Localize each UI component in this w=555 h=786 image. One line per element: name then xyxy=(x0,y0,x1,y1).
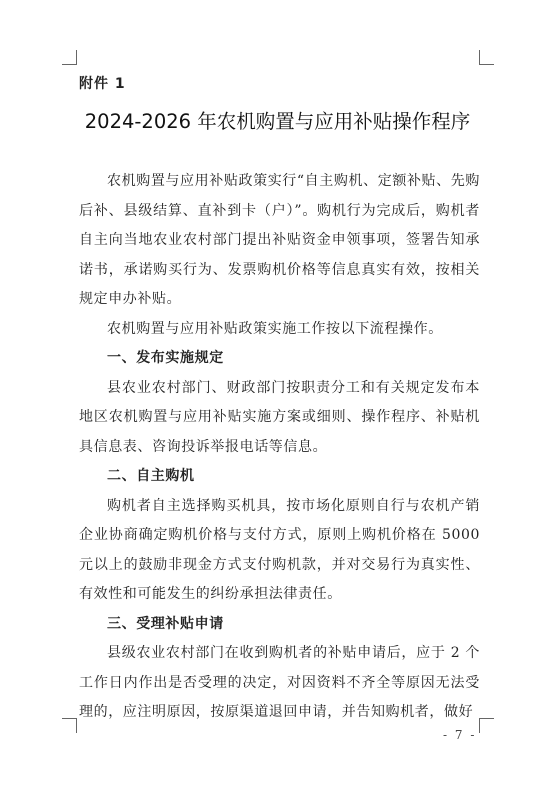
paragraph-section-2: 购机者自主选择购买机具，按市场化原则自行与农机产销企业协商确定购机价格与支付方式，原则上购机价格在 5000 元以上的鼓励非现金方式支付购机款，并对交易行为真实性、有效性和可能发生的纠纷承担法律责任。 xyxy=(79,497,480,602)
document-body xyxy=(79,167,480,728)
paragraph-process: 农机购置与应用补贴政策实施工作按以下流程操作。 xyxy=(107,320,443,337)
section-heading-3: 三、受理补贴申请 xyxy=(107,615,224,632)
paragraph-section-3: 县级农业农村部门在收到购机者的补贴申请后，应于 2 个工作日内作出是否受理的决定，对因资料不齐全等原因无法受理的，应注明原因，按原渠道退回申请，并告知购机者，做好 xyxy=(79,645,480,720)
paragraph-section-1: 县农业农村部门、财政部门按职责分工和有关规定发布本地区农机购置与应用补贴实施方案或细则、操作程序、补贴机具信息表、咨询投诉举报电话等信息。 xyxy=(79,379,480,455)
corner-mark-top-right xyxy=(479,50,494,65)
section-heading-2: 二、自主购机 xyxy=(107,468,195,484)
paragraph-intro: 农机购置与应用补贴政策实行“自主购机、定额补贴、先购后补、县级结算、直补到卡（户）”。购机行为完成后，购机者自主向当地农业农村部门提出补贴资金申领事项，签署告知承诺书，承诺购买行为、发票购机价格等信息真实有效，按相关规定申办补贴。 xyxy=(79,173,480,307)
attachment-label: 附件 1 xyxy=(79,76,126,92)
page-number: - 7 - xyxy=(443,728,477,742)
section-heading-1: 一、发布实施规定 xyxy=(107,350,224,366)
corner-mark-bottom-right xyxy=(479,718,494,733)
corner-mark-bottom-left xyxy=(62,718,77,733)
corner-mark-top-left xyxy=(62,50,77,65)
document-title: 2024-2026 年农机购置与应用补贴操作程序 xyxy=(84,110,471,133)
